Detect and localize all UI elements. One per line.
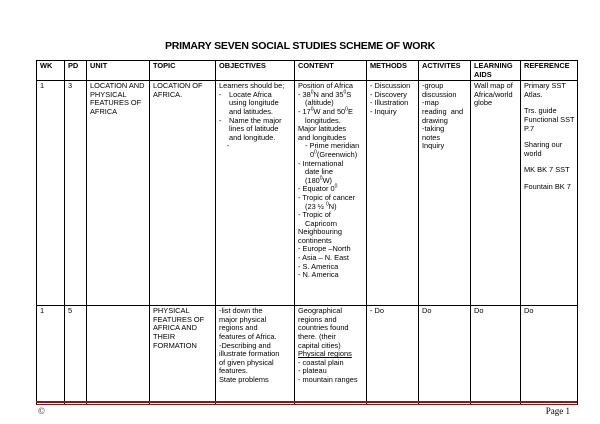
cell-objectives: -list down the major physical regions and features of Africa. -Describing and illustrate formation of given physical features. State problems: [216, 306, 295, 405]
cell-activities: -group discussion -map reading and drawing -taking notes Inquiry: [419, 81, 471, 306]
header-activities: ACTIVITES: [419, 61, 471, 81]
cell-activities: Do: [419, 306, 471, 405]
cell-unit: LOCATION AND PHYSICAL FEATURES OF AFRICA: [87, 81, 150, 306]
content-latitude-range: - $38^0N$ and $35^0S$: [298, 89, 352, 99]
copyright-symbol: ©: [38, 406, 45, 416]
cell-objectives: Learners should be; - Locate Africa using longitude and latitudes. - Name the major lines of latitude and longitude. -: [216, 81, 295, 306]
cell-learning-aids: Wall map of Africa/world globe: [471, 81, 521, 306]
cell-topic: LOCATION OF AFRICA.: [150, 81, 216, 306]
cell-unit: [87, 306, 150, 405]
header-learning-aids: LEARNING AIDS: [471, 61, 521, 81]
cell-methods: - Discussion - Discovery - Illustration - Inquiry: [367, 81, 419, 306]
document-title: PRIMARY SEVEN SOCIAL STUDIES SCHEME OF WORK: [164, 40, 436, 52]
page-number: Page 1: [545, 406, 570, 416]
cell-content: Position of Africa - $38^0N$ and $35^0S$ (altitude) - $17^0W$ and $50^0E$ longitudes. Major latitudes and longitudes - Prime meridian $0^0(Greenwich)$ - International date line $(180^0W)$ - Equator $0^0$ - Tropic of cancer (23 ½ $^0$N) - Tropic of Capricorn Neighbouring continents - Europe –North - Asia – N. East - S. America - N. America: [295, 81, 367, 306]
cell-learning-aids: Do: [471, 306, 521, 405]
table-row: [37, 81, 578, 306]
cell-topic: PHYSICAL FEATURES OF AFRICA AND THEIR FORMATION: [150, 306, 216, 405]
cell-pd: 5: [65, 306, 87, 405]
header-wk: WK: [37, 61, 65, 81]
header-reference: REFERENCE: [521, 61, 578, 81]
header-content: CONTENT: [295, 61, 367, 81]
cell-pd: 3: [65, 81, 87, 306]
footer-divider-thin: [36, 404, 577, 405]
footer-divider: [36, 401, 577, 403]
cell-reference: Do: [521, 306, 578, 405]
objective-item: - Locate Africa using longitude and latitudes.: [219, 89, 279, 116]
cell-wk: 1: [37, 306, 65, 405]
header-objectives: OBJECTIVES: [216, 61, 295, 81]
objective-item: -: [227, 141, 230, 151]
table-row: [37, 306, 578, 405]
header-pd: PD: [65, 61, 87, 81]
header-methods: METHODS: [367, 61, 419, 81]
cell-wk: 1: [37, 81, 65, 306]
header-unit: UNIT: [87, 61, 150, 81]
cell-methods: - Do: [367, 306, 419, 405]
header-topic: TOPIC: [150, 61, 216, 81]
content-longitude-range: - $17^0W$ and $50^0E$: [298, 106, 353, 116]
cell-reference: Primary SST Atlas. Trs. guide Functional SST P.7 Sharing our world MK BK 7 SST Fountain BK 7: [521, 81, 578, 306]
cell-content: Geographical regions and countries found there. (their capital cities) Physical regions - coastal plain - plateau - mountain ranges: [295, 306, 367, 405]
table-header-row: [37, 61, 578, 81]
physical-regions-heading: Physical regions: [298, 349, 352, 359]
scheme-of-work-table: [36, 60, 578, 405]
objective-item: - Name the major lines of latitude and longitude.: [219, 115, 282, 142]
